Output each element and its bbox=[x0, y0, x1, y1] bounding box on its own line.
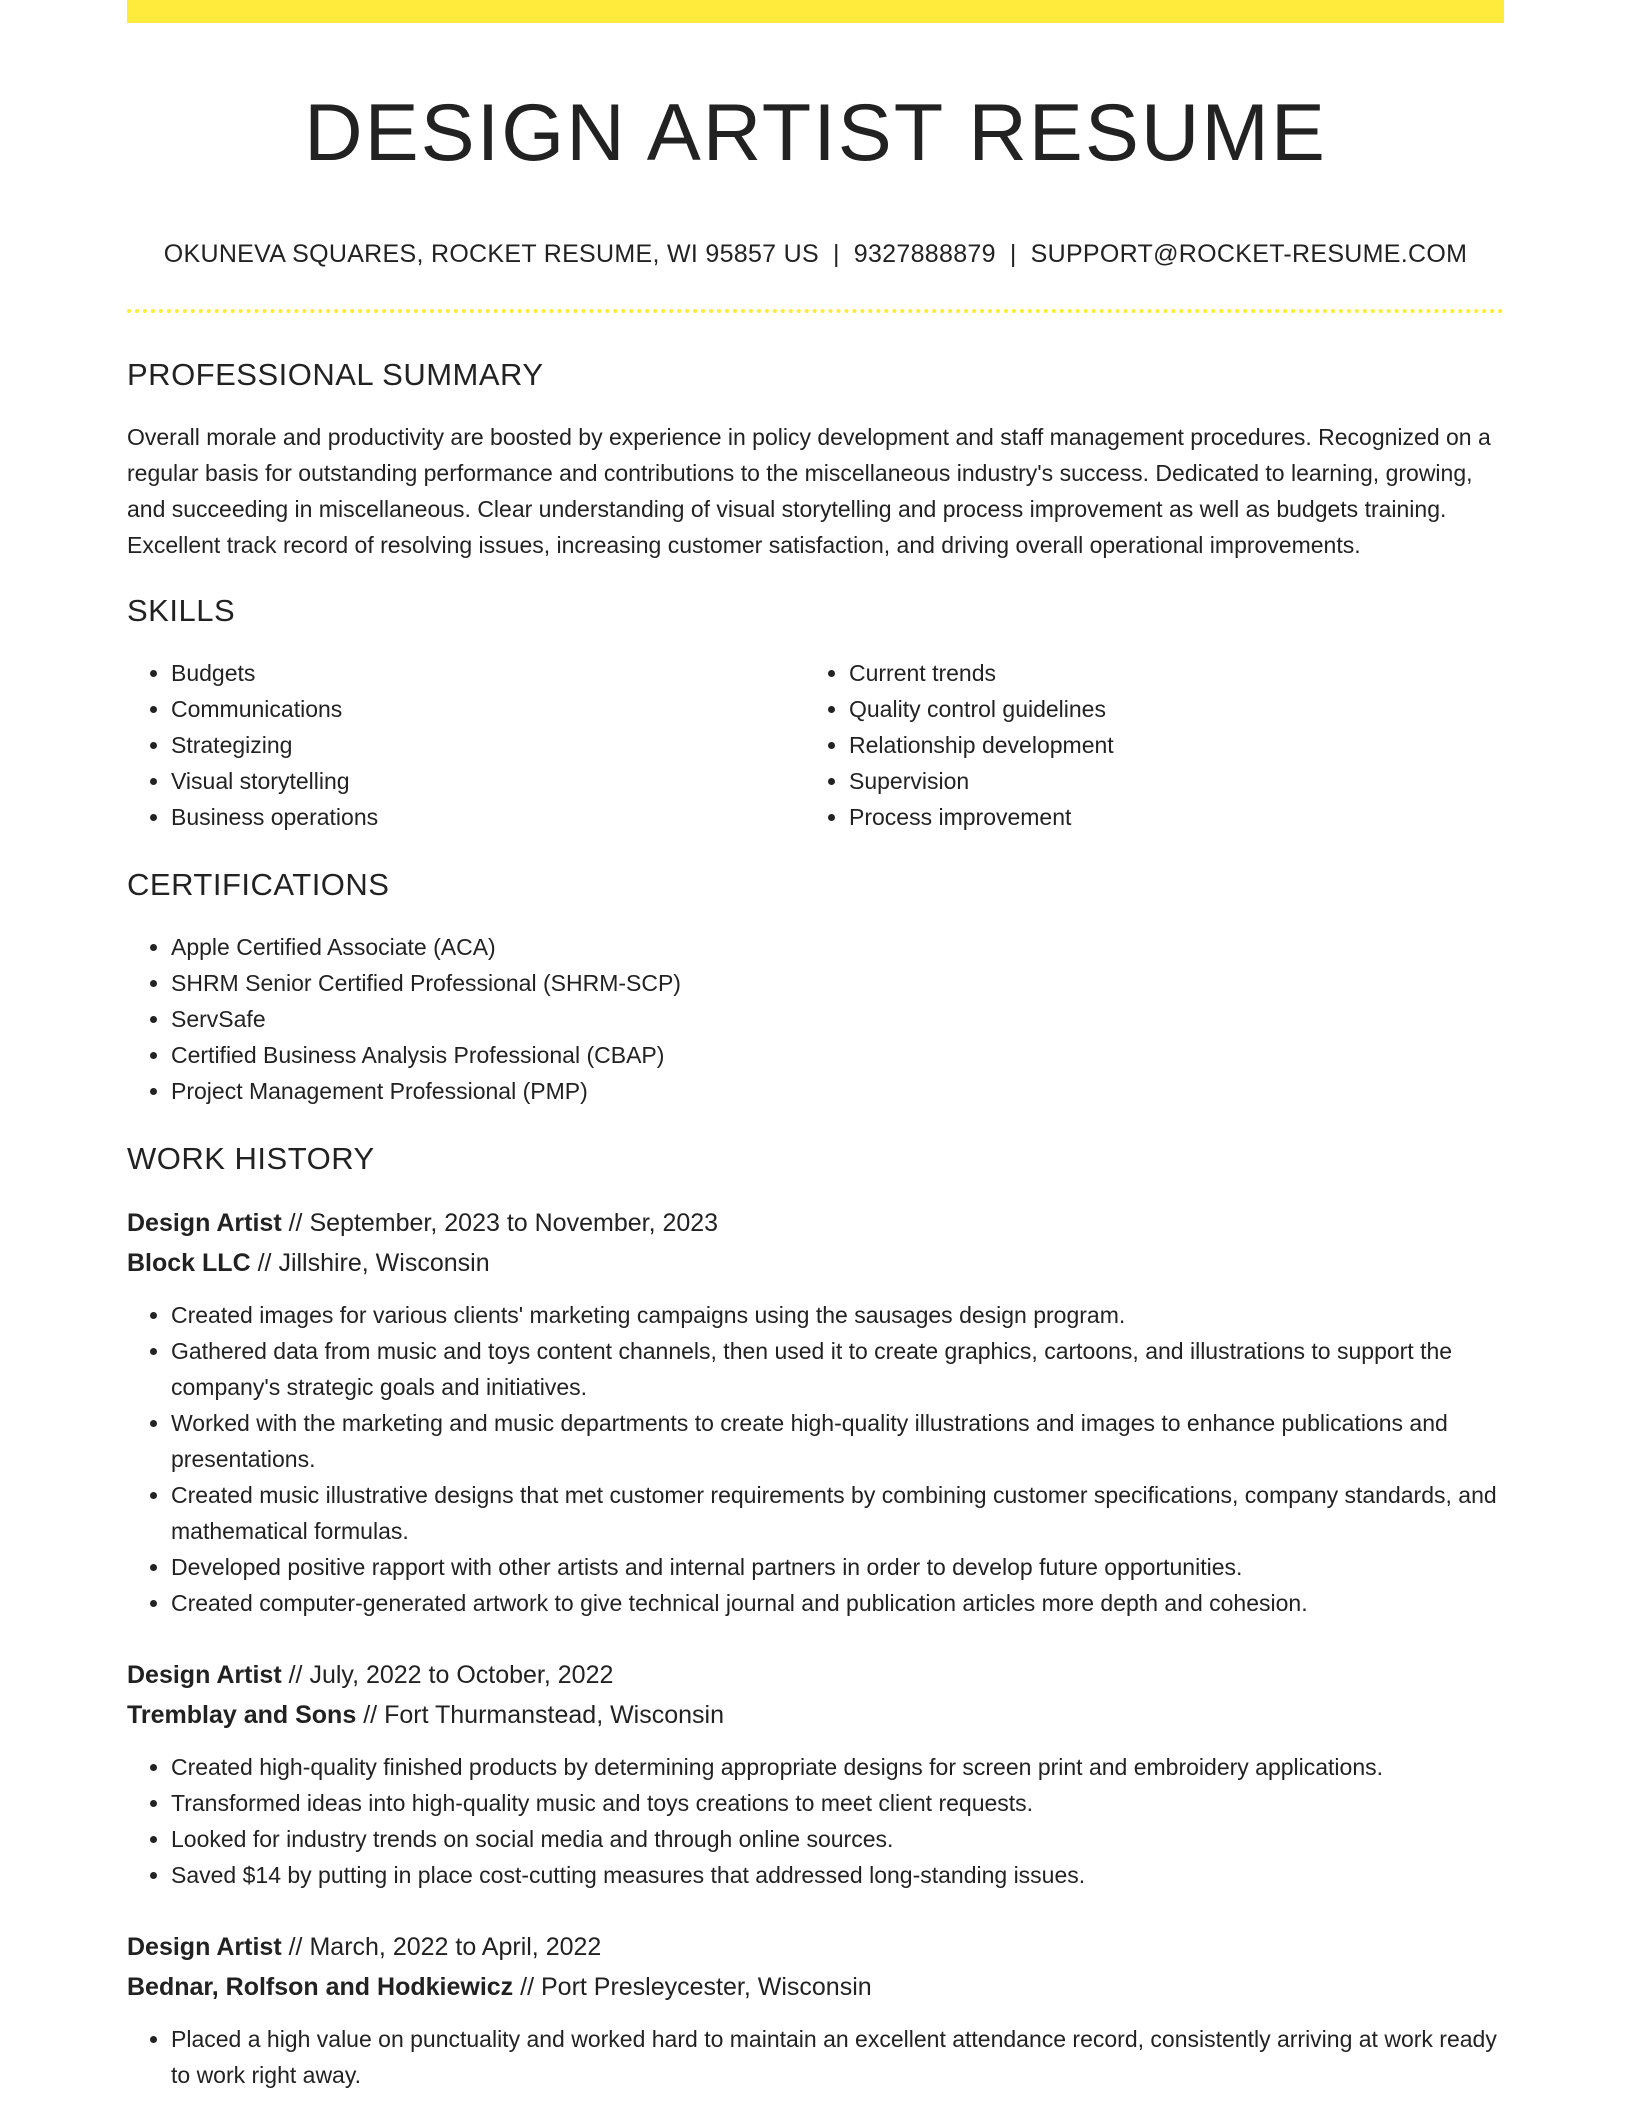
skill-item: • Supervision bbox=[849, 763, 1483, 799]
certification-item: • ServSafe bbox=[171, 1001, 1504, 1037]
job-dates: July, 2022 to October, 2022 bbox=[309, 1661, 614, 1689]
job-entry bbox=[127, 1203, 1504, 1621]
certification-item: • Apple Certified Associate (ACA) bbox=[171, 929, 1504, 965]
skills-list-right bbox=[805, 655, 1483, 835]
job-bullets bbox=[127, 2021, 1504, 2093]
job-bullet: • Created high-quality finished products by determining appropriate designs for screen print and embroidery applications. bbox=[171, 1749, 1504, 1785]
skill-item: • Business operations bbox=[171, 799, 805, 835]
contact-line bbox=[127, 239, 1504, 269]
job-location: Jillshire, Wisconsin bbox=[278, 1249, 490, 1277]
contact-email: SUPPORT@ROCKET-RESUME.COM bbox=[1030, 240, 1468, 268]
job-entry bbox=[127, 1927, 1504, 2093]
job-bullets bbox=[127, 1749, 1504, 1893]
job-divider: // bbox=[363, 1701, 378, 1729]
job-company: Block LLC bbox=[127, 1249, 251, 1277]
contact-separator: | bbox=[1009, 240, 1017, 268]
job-bullet: • Developed positive rapport with other artists and internal partners in order to develop future opportunities. bbox=[171, 1549, 1504, 1585]
skill-item: • Budgets bbox=[171, 655, 805, 691]
job-company-line bbox=[127, 1243, 1504, 1283]
job-company: Bednar, Rolfson and Hodkiewicz bbox=[127, 1973, 514, 2001]
dotted-divider bbox=[127, 309, 1504, 313]
skill-item: • Process improvement bbox=[849, 799, 1483, 835]
job-dates: March, 2022 to April, 2022 bbox=[309, 1933, 602, 1961]
skill-item: • Visual storytelling bbox=[171, 763, 805, 799]
skills-grid bbox=[127, 631, 1504, 835]
certification-item: • Project Management Professional (PMP) bbox=[171, 1073, 1504, 1109]
job-bullet: • Saved $14 by putting in place cost-cutting measures that addressed long-standing issues. bbox=[171, 1857, 1504, 1893]
job-divider: // bbox=[520, 1973, 535, 2001]
contact-separator: | bbox=[832, 240, 840, 268]
job-bullet: • Created images for various clients' marketing campaigns using the sausages design program. bbox=[171, 1297, 1504, 1333]
job-bullet: • Created music illustrative designs that met customer requirements by combining customer specifications, company standards, and mathematical formulas. bbox=[171, 1477, 1504, 1549]
job-role-line bbox=[127, 1655, 1504, 1695]
job-divider: // bbox=[288, 1661, 303, 1689]
accent-top-bar bbox=[127, 0, 1504, 23]
job-divider: // bbox=[288, 1933, 303, 1961]
certification-item: • Certified Business Analysis Professional (CBAP) bbox=[171, 1037, 1504, 1073]
skill-item: • Communications bbox=[171, 691, 805, 727]
certification-item: • SHRM Senior Certified Professional (SHRM-SCP) bbox=[171, 965, 1504, 1001]
section-title-work-history: WORK HISTORY bbox=[127, 1141, 375, 1176]
job-bullet: • Looked for industry trends on social media and through online sources. bbox=[171, 1821, 1504, 1857]
job-company-line bbox=[127, 1695, 1504, 1735]
job-divider: // bbox=[257, 1249, 272, 1277]
job-role: Design Artist bbox=[127, 1661, 282, 1689]
job-role: Design Artist bbox=[127, 1209, 282, 1237]
job-bullet: • Worked with the marketing and music departments to create high-quality illustrations and images to enhance publications and presentations. bbox=[171, 1405, 1504, 1477]
job-bullet: • Placed a high value on punctuality and worked hard to maintain an excellent attendance record, consistently arriving at work ready to work right away. bbox=[171, 2021, 1504, 2093]
job-dates: September, 2023 to November, 2023 bbox=[309, 1209, 719, 1237]
job-role-line bbox=[127, 1927, 1504, 1967]
section-title-summary: PROFESSIONAL SUMMARY bbox=[127, 357, 544, 392]
contact-phone: 9327888879 bbox=[853, 240, 996, 268]
resume-content bbox=[127, 23, 1504, 2093]
job-bullet: • Gathered data from music and toys content channels, then used it to create graphics, cartoons, and illustrations to support the company's strategic goals and initiatives. bbox=[171, 1333, 1504, 1405]
skills-list-left bbox=[127, 655, 805, 835]
contact-address: OKUNEVA SQUARES, ROCKET RESUME, WI 95857 US bbox=[163, 240, 819, 268]
job-bullet: • Created computer-generated artwork to give technical journal and publication articles more depth and cohesion. bbox=[171, 1585, 1504, 1621]
job-role-line bbox=[127, 1203, 1504, 1243]
job-bullet: • Transformed ideas into high-quality music and toys creations to meet client requests. bbox=[171, 1785, 1504, 1821]
skill-item: • Relationship development bbox=[849, 727, 1483, 763]
section-title-certifications: CERTIFICATIONS bbox=[127, 867, 390, 902]
job-entry bbox=[127, 1655, 1504, 1893]
summary-text: Overall morale and productivity are boosted by experience in policy development and staff management procedures. Recognized on a regular basis for outstanding performance and contributions to the miscellaneous industry's success. Dedicated to learning, growing, and succeeding in miscellaneous. Clear understanding of visual storytelling and process improvement as well as budgets training. Excellent track record of resolving issues, increasing customer satisfaction, and driving overall operational improvements. bbox=[127, 424, 1491, 558]
resume-title: DESIGN ARTIST RESUME bbox=[304, 88, 1327, 178]
job-company-line bbox=[127, 1967, 1504, 2007]
job-location: Port Presleycester, Wisconsin bbox=[540, 1973, 872, 2001]
job-divider: // bbox=[288, 1209, 303, 1237]
skill-item: • Strategizing bbox=[171, 727, 805, 763]
job-location: Fort Thurmanstead, Wisconsin bbox=[384, 1701, 725, 1729]
certifications-list bbox=[127, 929, 1504, 1109]
job-bullets bbox=[127, 1297, 1504, 1621]
job-role: Design Artist bbox=[127, 1933, 282, 1961]
job-company: Tremblay and Sons bbox=[127, 1701, 357, 1729]
skill-item: • Quality control guidelines bbox=[849, 691, 1483, 727]
section-title-skills: SKILLS bbox=[127, 593, 236, 628]
skill-item: • Current trends bbox=[849, 655, 1483, 691]
